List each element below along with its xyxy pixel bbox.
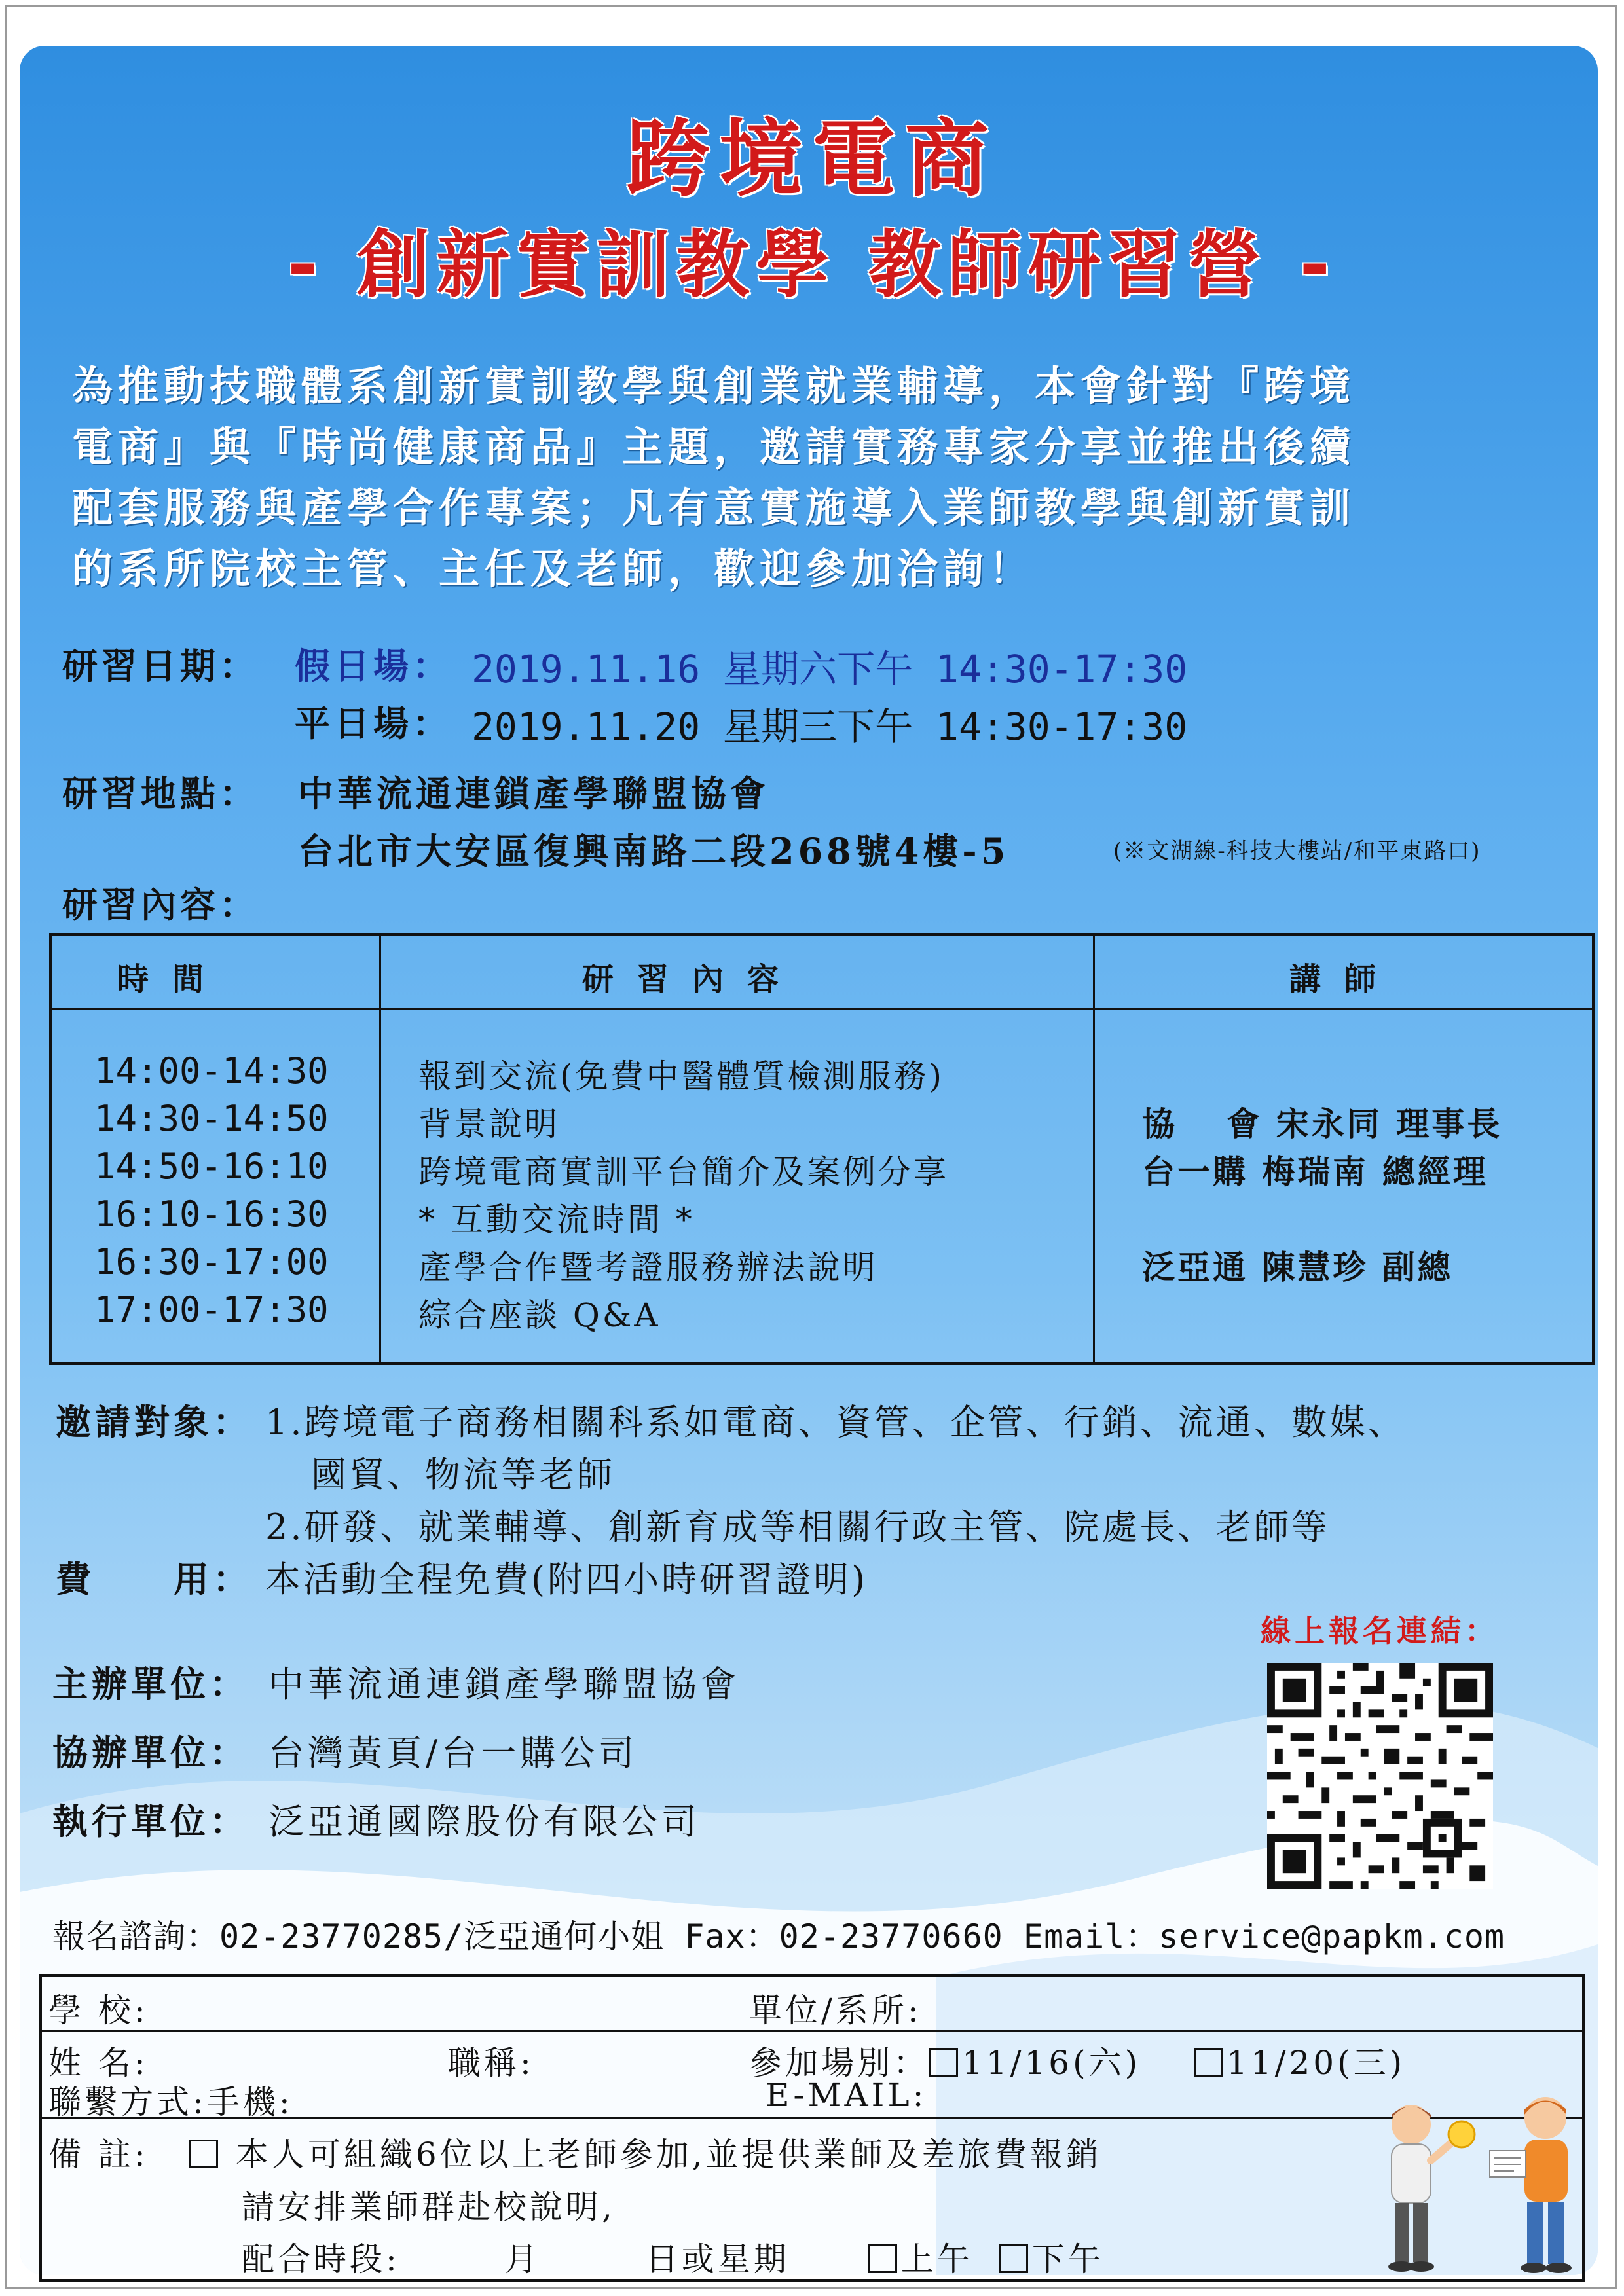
header-content: 研習內容 [582,961,803,998]
venue-note: (※文湖線-科技大樓站/和平東路口) [1113,838,1481,864]
remark-line-1-text: 本人可組織6位以上老師參加,並提供業師及差旅費報銷 [235,2136,1102,2174]
email-field-label[interactable]: E-MAIL: [766,2076,927,2114]
intro-line-3: 配套服務與產學合作專案；凡有意實施導入業師教學與創新實訓 [72,484,1356,532]
am-label: 上午 [900,2240,973,2278]
weekday-session-value: 2019.11.20 星期三下午 14:30-17:30 [471,704,1188,749]
fee-value: 本活動全程免費(附四小時研習證明) [265,1559,868,1600]
intro-line-2: 電商』與『時尚健康商品』主題，邀請實務專家分享並推出後續 [72,423,1356,471]
pm-checkbox[interactable] [999,2244,1028,2273]
host-label: 主辦單位： [52,1663,249,1705]
session-option-1116: 11/16(六) [962,2044,1141,2082]
schedule-time-4: 16:10-16:30 [94,1194,329,1235]
date-label: 研習日期： [62,645,259,687]
venue-name: 中華流通連鎖產學聯盟協會 [298,773,769,814]
name-field-label[interactable]: 姓 名: [48,2044,149,2082]
schedule-time-2: 14:30-14:50 [94,1098,329,1139]
header-time: 時間 [117,961,228,998]
session-label-text: 參加場別： [749,2044,929,2082]
exec-value: 泛亞通國際股份有限公司 [268,1801,701,1842]
venue-address: 台北市大安區復興南路二段268號4樓-5 [298,830,1010,872]
host-value: 中華流通連鎖產學聯盟協會 [268,1664,740,1705]
intro-line-4: 的系所院校主管、主任及老師，歡迎參加洽詢！ [72,545,1035,592]
dept-field-label[interactable]: 單位/系所: [749,1992,922,2030]
header-speaker: 講師 [1289,961,1400,998]
speaker-2: 台一購 梅瑞南 總經理 [1142,1152,1488,1191]
schedule-item-4: * 互動交流時間 * [418,1201,695,1239]
schedule-item-3: 跨境電商實訓平台簡介及案例分享 [418,1153,949,1191]
schedule-time-6: 17:00-17:30 [94,1289,329,1330]
schedule-item-5: 產學合作暨考證服務辦法說明 [418,1248,878,1286]
content-label: 研習內容： [62,884,259,926]
exec-label: 執行單位： [52,1800,249,1842]
audience-label: 邀請對象： [56,1401,252,1443]
remark-checkbox[interactable] [189,2140,218,2168]
schedule-table [49,933,1595,1365]
school-field-label[interactable]: 學 校: [48,1992,149,2030]
jobtitle-field-label[interactable]: 職稱: [448,2044,534,2082]
lightbulb-icon [1449,2121,1475,2147]
venue-label: 研習地點： [62,773,259,814]
session-checkbox-1116[interactable] [929,2048,958,2077]
pm-label: 下午 [1031,2240,1104,2278]
session-option-1120: 11/20(三) [1227,2044,1406,2082]
audience-line-1: 1.跨境電子商務相關科系如電商、資管、企管、行銷、流通、數媒、 [265,1402,1406,1443]
intro-line-1: 為推動技職體系創新實訓教學與創業就業輔導，本會針對『跨境 [72,362,1356,410]
schedule-time-5: 16:30-17:00 [94,1241,329,1283]
session-checkbox-1120[interactable] [1194,2048,1223,2077]
contact-info: 報名諮詢：02-23770285/泛亞通何小姐 Fax：02-23770660 Email：service@papkm.com [52,1918,1505,1956]
speaker-3: 泛亞通 陳慧珍 副總 [1142,1248,1453,1286]
registration-form [39,1974,1585,2282]
online-signup-label: 線上報名連結： [1261,1613,1499,1649]
audience-line-1b: 國貿、物流等老師 [311,1454,615,1495]
phone-field-label[interactable]: 聯繫方式:手機: [48,2083,293,2121]
day-weekday-label: 日或星期 [645,2240,790,2278]
main-title: 跨境電商 [625,111,998,208]
audience-line-2: 2.研發、就業輔導、創新育成等相關行政主管、院處長、老師等 [265,1506,1330,1548]
qr-code[interactable] [1261,1663,1500,1889]
cartoon-people-illustration [1356,2088,1604,2285]
schedule-time-1: 14:00-14:30 [94,1050,329,1091]
remark-line-3 [242,2233,1104,2280]
schedule-item-2: 背景說明 [418,1105,560,1143]
weekday-session-label: 平日場： [295,702,452,744]
remark-label: 備 註: [48,2136,149,2174]
time-slot-label: 配合時段: [242,2240,400,2278]
co-organizer-label: 協辦單位： [52,1732,249,1774]
month-label: 月 [504,2240,541,2278]
co-organizer-value: 台灣黃頁/台一購公司 [268,1732,638,1774]
remark-line-2: 請安排業師群赴校說明, [242,2188,616,2226]
schedule-item-1: 報到交流(免費中醫體質檢測服務) [418,1057,945,1095]
fee-label: 費 用： [56,1558,252,1600]
speaker-1: 協 會 宋永同 理事長 [1142,1104,1503,1143]
holiday-session-value: 2019.11.16 星期六下午 14:30-17:30 [471,647,1188,691]
schedule-item-6: 綜合座談 Q&A [418,1296,661,1334]
remark-line-1 [189,2128,1102,2176]
am-checkbox[interactable] [868,2244,897,2273]
schedule-time-3: 14:50-16:10 [94,1146,329,1187]
sub-title: - 創新實訓教學 教師研習營 - [287,223,1337,308]
holiday-session-label: 假日場： [295,645,452,687]
